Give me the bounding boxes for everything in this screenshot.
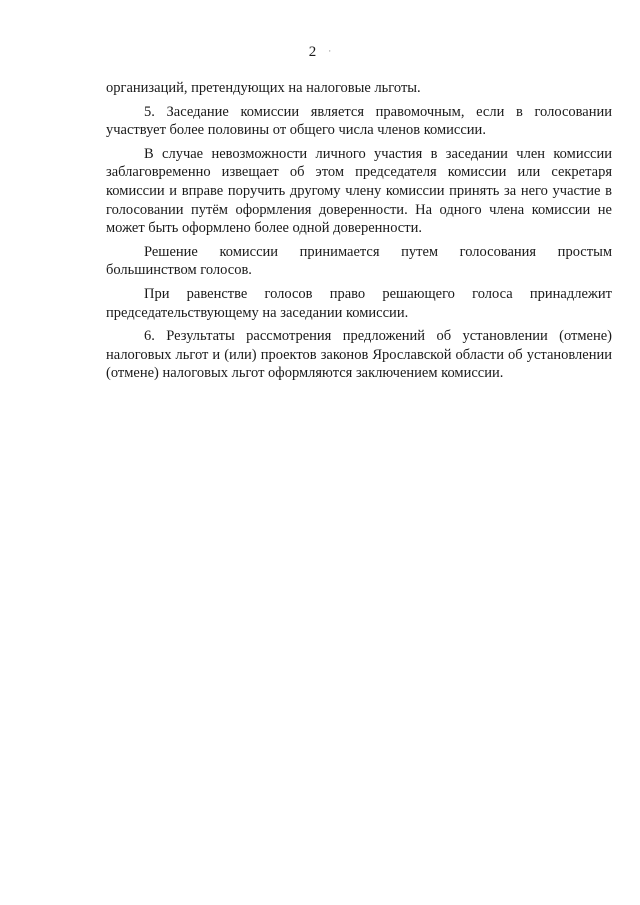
paragraph-continuation: организаций, претендующих на налоговые льготы. bbox=[106, 80, 421, 96]
paragraph-item-5: 5. Заседание комиссии является правомочным, если в голосовании участвует более половины от общего числа членов комиссии. bbox=[106, 103, 612, 139]
paragraph-item-6: 6. Результаты рассмотрения предложений об установлении (отмене) налоговых льгот и (или) проектов законов Ярославской области об установлении (отмене) налоговых льгот оформляются заключением комиссии. bbox=[106, 328, 612, 382]
document-body bbox=[106, 79, 612, 388]
page-number-text: 2 bbox=[308, 44, 317, 60]
paragraph-tie-vote: При равенстве голосов право решающего голоса принадлежит председательствующему на заседании комиссии. bbox=[106, 285, 612, 321]
paragraph-proxy-voting: В случае невозможности личного участия в заседании член комиссии заблаговременно извещает об этом председателя комиссии или секретаря комиссии и вправе поручить другому члену комиссии принять за него участие в голосовании путём оформления доверенности. На одного члена комиссии не может быть оформлено более одной доверенности. bbox=[106, 145, 612, 237]
scan-mark: · bbox=[328, 46, 332, 56]
paragraph-decision: Решение комиссии принимается путем голосования простым большинством голосов. bbox=[106, 243, 612, 279]
page-number bbox=[0, 44, 640, 61]
